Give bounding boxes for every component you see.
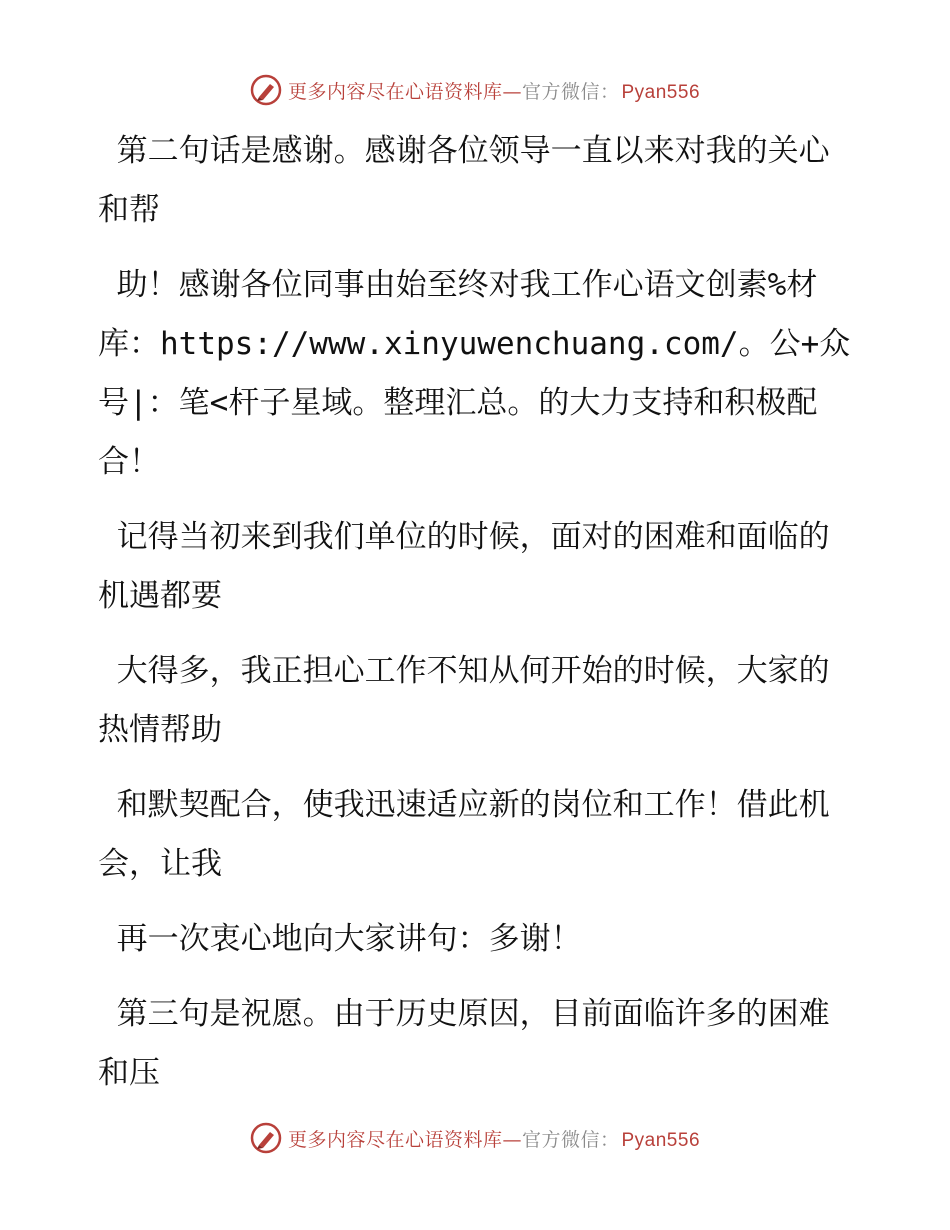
header-banner-sub: 官方微信： [521,80,620,103]
footer-banner-id: Pyan556 [621,1129,701,1151]
pen-logo-icon [250,1122,282,1154]
paragraph-2: 助！感谢各位同事由始至终对我工作心语文创素%材库：https://www.xinyuwenchuang.com/。公+众号|：笔<杆子星域。整理汇总。的大力支持和积极配合！ [98,267,851,480]
paragraph-6: 再一次衷心地向大家讲句：多谢！ [98,921,582,957]
header-banner [0,70,950,110]
paragraph-4: 大得多，我正担心工作不知从何开始的时候，大家的热情帮助 [98,653,830,748]
footer-banner-dash: — [502,1128,522,1151]
paragraph-1: 第二句话是感谢。感谢各位领导一直以来对我的关心和帮 [98,133,830,228]
header-banner-text [288,77,700,104]
footer-banner-sub: 官方微信： [521,1128,620,1151]
footer-banner-text [288,1125,700,1152]
header-banner-dash: — [502,80,522,103]
paragraph-7: 第三句是祝愿。由于历史原因，目前面临许多的困难和压 [98,996,830,1091]
header-banner-id: Pyan556 [621,81,701,103]
footer-banner-main: 更多内容尽在心语资料库 [287,1128,503,1151]
footer-banner [0,1118,950,1158]
paragraph-5: 和默契配合，使我迅速适应新的岗位和工作！借此机会，让我 [98,787,830,882]
paragraph-3: 记得当初来到我们单位的时候，面对的困难和面临的机遇都要 [98,519,830,614]
pen-logo-icon [250,74,282,106]
document-body [98,122,858,1119]
header-banner-main: 更多内容尽在心语资料库 [287,80,503,103]
